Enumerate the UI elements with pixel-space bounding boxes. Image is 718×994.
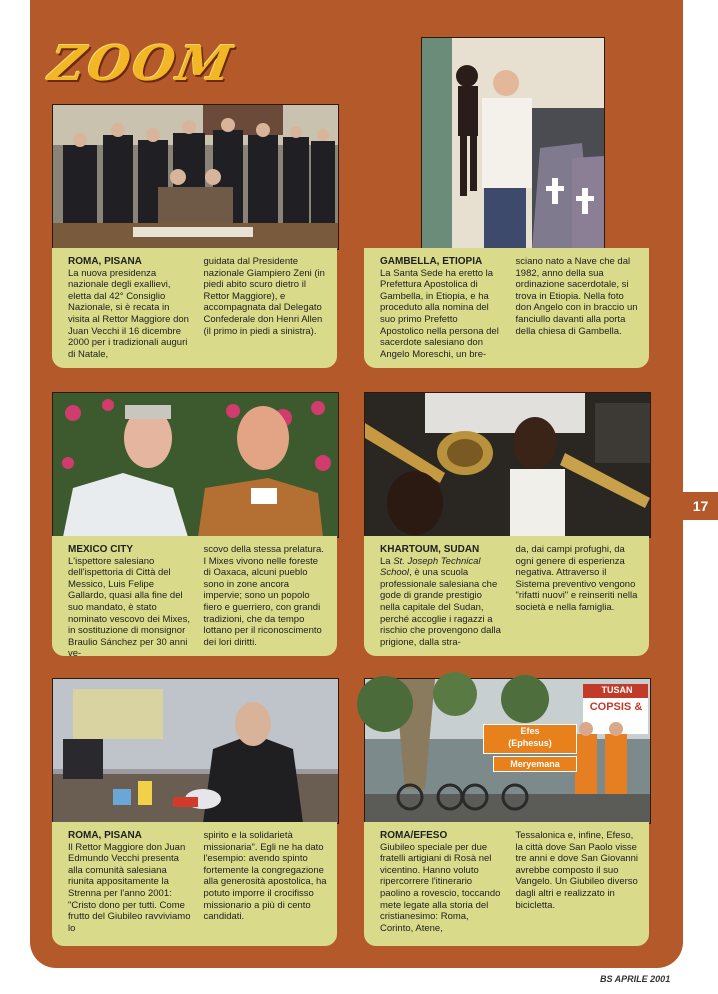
sign-efes bbox=[483, 724, 577, 754]
article-title: GAMBELLA, ETIOPIA bbox=[380, 256, 483, 267]
article-title: MEXICO CITY bbox=[68, 544, 134, 555]
article-col-1 bbox=[68, 544, 192, 660]
article-text: da, dai campi profughi, da ogni genere di esperienza negativa. Attraverso il Sistema preventivo vengono "rifatti nuovi" e reinseriti nella società e nella famiglia. bbox=[515, 544, 638, 613]
article-khartoum bbox=[364, 536, 649, 656]
article-text: scovo della stessa prelatura. I Mixes vivono nelle foreste di Oaxaca, alcuni pueblo sono in zone ancora impervie; sono un popolo fiero e guerriero, con grandi tradizioni, che da tempo lottano per il riconoscimento dei lori diritti. bbox=[203, 544, 324, 648]
article-title: ROMA, PISANA bbox=[68, 830, 142, 841]
sign-ephesus-label: (Ephesus) bbox=[508, 738, 552, 748]
photo-gambella bbox=[421, 37, 605, 250]
article-col-2 bbox=[516, 256, 640, 360]
shop-sign-top: TUSAN bbox=[601, 685, 633, 695]
article-text: sciano nato a Nave che dal 1982, anno della sua ordinazione sacerdotale, si trova in Etiopia. Nella foto don Angelo con in braccio un fanciullo davanti alla porta della chiesa di Gambella. bbox=[515, 256, 638, 337]
article-text: spirito e la solidarietà missionaria". Egli ne ha dato l'esempio: avendo spinto fortemente la congregazione alla generosità apostolica, ha potuto imporre il crocifisso missionario a più di cento candidati. bbox=[203, 830, 327, 923]
zoom-heading: ZOOM bbox=[45, 36, 239, 92]
article-title: KHARTOUM, SUDAN bbox=[380, 544, 480, 555]
article-text: L'ispettore salesiano dell'ispettoria di Città del Messico, Luis Felipe Gallardo, quasi alla fine del suo mandato, è stato nominato vescovo dei Mixes, in sostituzione di monsignor Braulio Sánchez per 30 anni ve- bbox=[68, 555, 190, 660]
article-text-post: , è una scuola professionale salesiana che gode di grande prestigio nella capitale del Sudan, perché accoglie i ragazzi a rischio che provengono dalla prigione, dalla stra- bbox=[380, 567, 501, 648]
photo-mexico-city bbox=[52, 392, 339, 538]
article-text: Tessalonica e, infine, Efeso, la città dove San Paolo visse tre anni e dove San Giovanni avrebbe composto il suo Vangelo. Un Giubileo diverso dagli altri e realizzato in bicicletta. bbox=[515, 830, 639, 911]
article-text: guidata dal Presidente nazionale Giampiero Zeni (in piedi abito scuro dietro il Rettor Maggiore), e accompagnata dal Delegato Confederale don Henri Allen (il primo in piedi a sinistra). bbox=[203, 256, 325, 337]
footer-issue: BS APRILE 2001 bbox=[600, 974, 671, 984]
article-text-pre: La bbox=[380, 555, 394, 567]
article-col-1 bbox=[68, 256, 192, 360]
school-name: St. Joseph Technical School bbox=[380, 555, 481, 579]
photo-efeso bbox=[364, 678, 651, 824]
photo-khartoum bbox=[364, 392, 651, 538]
article-text: La nuova presidenza nazionale degli exallievi, eletta dal 42° Consiglio Nazionale, si è recata in visita al Rettor Maggiore don Juan Vecchi il 16 dicembre 2000 per i tradizionali auguri di Natale, bbox=[68, 267, 189, 360]
article-col-2 bbox=[204, 830, 328, 938]
photo-roma-pisana-vecchi bbox=[52, 678, 339, 824]
article-col-2 bbox=[516, 830, 640, 938]
sign-efes-label: Efes bbox=[520, 726, 540, 736]
article-col-2 bbox=[516, 544, 640, 648]
article-col-2 bbox=[204, 544, 328, 648]
article-text: Giubileo speciale per due fratelli artigiani di Rosà nel vicentino. Hanno voluto ripercorrere l'itinerario paolino a rovescio, toccando mete legate alla storia del cristianesimo: Roma, Corinto, Atene, bbox=[380, 841, 501, 934]
shop-sign: COPSIS & bbox=[589, 701, 643, 713]
article-col-1 bbox=[380, 256, 504, 360]
article-col-1 bbox=[380, 830, 504, 938]
article-text: La Santa Sede ha eretto la Prefettura Apostolica di Gambella, in Etiopia, e ha proceduto alla nomina del suo primo Prefetto Apostolico nella persona del sacerdote salesiano don Angelo Moreschi, un bre- bbox=[380, 267, 499, 360]
article-text: Il Rettor Maggiore don Juan Edmundo Vecchi presenta alla comunità salesiana riunita appositamente la Strenna per l'anno 2001: "Cristo dono per tutti. Come frutto del Giubileo ravviviamo lo bbox=[68, 841, 191, 934]
article-title: ROMA/EFESO bbox=[380, 830, 448, 841]
article-roma-pisana-2 bbox=[52, 822, 337, 946]
article-col-1 bbox=[380, 544, 504, 648]
article-title: ROMA, PISANA bbox=[68, 256, 142, 267]
article-col-1 bbox=[68, 830, 192, 938]
article-gambella bbox=[364, 248, 649, 368]
page-number: 17 bbox=[683, 492, 718, 520]
article-mexico-city bbox=[52, 536, 337, 660]
sign-meryemana: Meryemana bbox=[493, 756, 577, 772]
photo-roma-pisana-group bbox=[52, 104, 339, 250]
article-col-2 bbox=[204, 256, 328, 360]
article-roma-pisana-1 bbox=[52, 248, 337, 368]
article-roma-efeso bbox=[364, 822, 649, 946]
